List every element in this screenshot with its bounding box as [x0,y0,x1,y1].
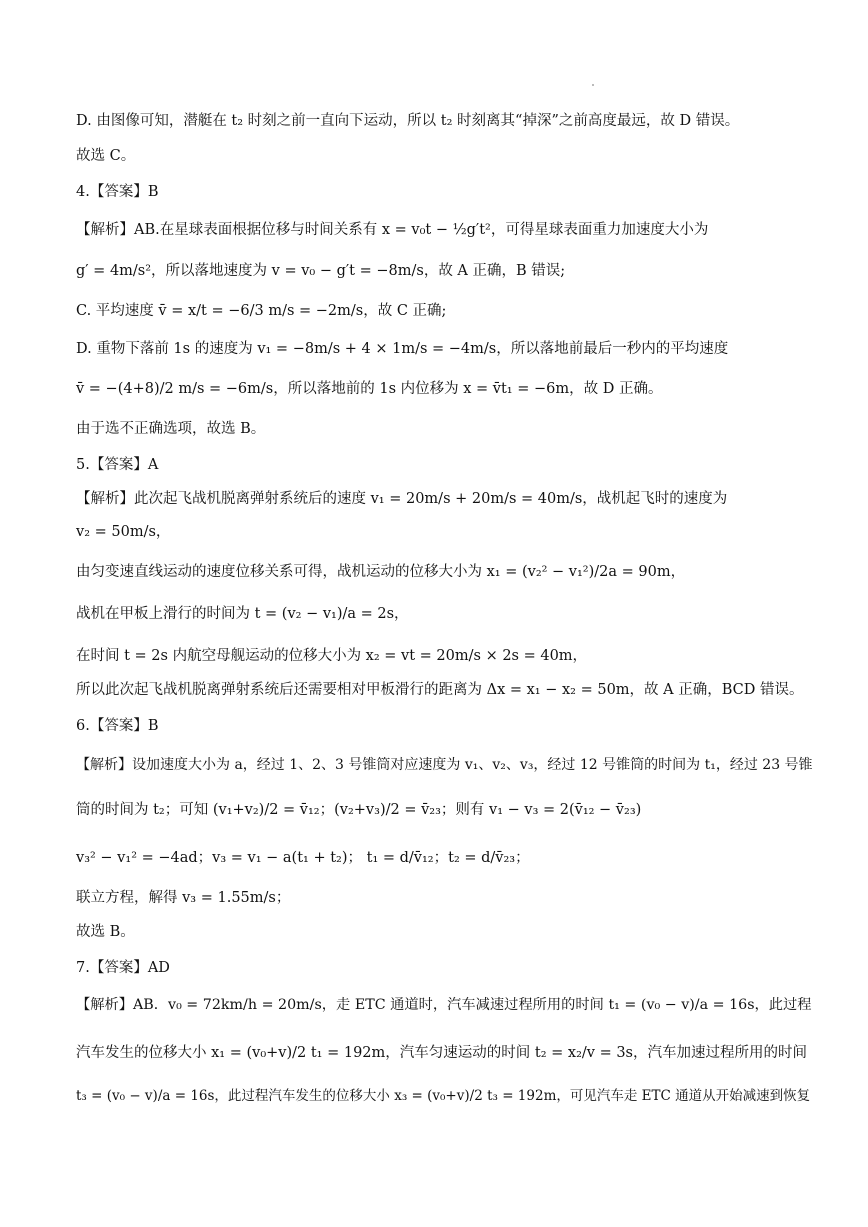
text-line: v₂ = 50m/s， [76,524,171,540]
text-line: v̄ = −(4+8)/2 m/s = −6m/s，所以落地前的 1s 内位移为 x = v̄t₁ = −6m，故 D 正确。 [76,381,663,397]
answer-heading-6: 6.【答案】B [76,718,159,734]
text-line: 【解析】AB．v₀ = 72km/h = 20m/s，走 ETC 通道时，汽车减速过程所用的时间 t₁ = (v₀ − v)/a = 16s，此过程 [76,997,812,1013]
page-dot-mark [592,84,594,86]
text-line: 【解析】AB.在星球表面根据位移与时间关系有 x = v₀t − ½g′t²，可得星球表面重力加速度大小为 [76,222,709,238]
text-line: 战机在甲板上滑行的时间为 t = (v₂ − v₁)/a = 2s， [76,606,409,622]
text-line: 由于选不正确选项，故选 B。 [76,421,266,437]
text-line: t₃ = (v₀ − v)/a = 16s，此过程汽车发生的位移大小 x₃ = (v₀+v)/2 t₃ = 192m，可见汽车走 ETC 通道从开始减速到恢复 [76,1088,811,1104]
answer-heading-4: 4.【答案】B [76,184,159,200]
text-line: 由匀变速直线运动的速度位移关系可得，战机运动的位移大小为 x₁ = (v₂² − v₁²)/2a = 90m， [76,564,686,580]
text-line: 【解析】此次起飞战机脱离弹射系统后的速度 v₁ = 20m/s + 20m/s = 40m/s，战机起飞时的速度为 [76,491,728,507]
text-line: 筒的时间为 t₂；可知 (v₁+v₂)/2 = v̄₁₂；(v₂+v₃)/2 = v̄₂₃；则有 v₁ − v₃ = 2(v̄₁₂ − v̄₂₃) [76,802,642,818]
text-line: 在时间 t = 2s 内航空母舰运动的位移大小为 x₂ = vt = 20m/s × 2s = 40m， [76,648,588,664]
text-line: 故选 B。 [76,924,135,940]
text-line: 联立方程，解得 v₃ = 1.55m/s； [76,890,291,906]
text-line: D. 由图像可知，潜艇在 t₂ 时刻之前一直向下运动，所以 t₂ 时刻离其“掉深”之前高度最远，故 D 错误。 [76,113,740,129]
text-line: C. 平均速度 v̄ = x/t = −6/3 m/s = −2m/s，故 C 正确; [76,303,447,319]
text-line: 【解析】设加速度大小为 a，经过 1、2、3 号锥筒对应速度为 v₁、v₂、v₃，经过 12 号锥筒的时间为 t₁，经过 23 号锥 [76,757,813,773]
answer-heading-5: 5.【答案】A [76,457,159,473]
text-line: D. 重物下落前 1s 的速度为 v₁ = −8m/s + 4 × 1m/s = −4m/s，所以落地前最后一秒内的平均速度 [76,341,729,357]
text-line: 汽车发生的位移大小 x₁ = (v₀+v)/2 t₁ = 192m，汽车匀速运动的时间 t₂ = x₂/v = 3s，汽车加速过程所用的时间 [76,1045,807,1061]
text-line: g′ = 4m/s²，所以落地速度为 v = v₀ − g′t = −8m/s，故 A 正确，B 错误; [76,263,566,279]
text-line: 所以此次起飞战机脱离弹射系统后还需要相对甲板滑行的距离为 Δx = x₁ − x₂ = 50m，故 A 正确，BCD 错误。 [76,682,804,698]
answer-heading-7: 7.【答案】AD [76,960,170,976]
text-line: v₃² − v₁² = −4ad；v₃ = v₁ − a(t₁ + t₂)； t₁ = d/v̄₁₂；t₂ = d/v̄₂₃； [76,850,530,866]
text-line: 故选 C。 [76,148,136,164]
